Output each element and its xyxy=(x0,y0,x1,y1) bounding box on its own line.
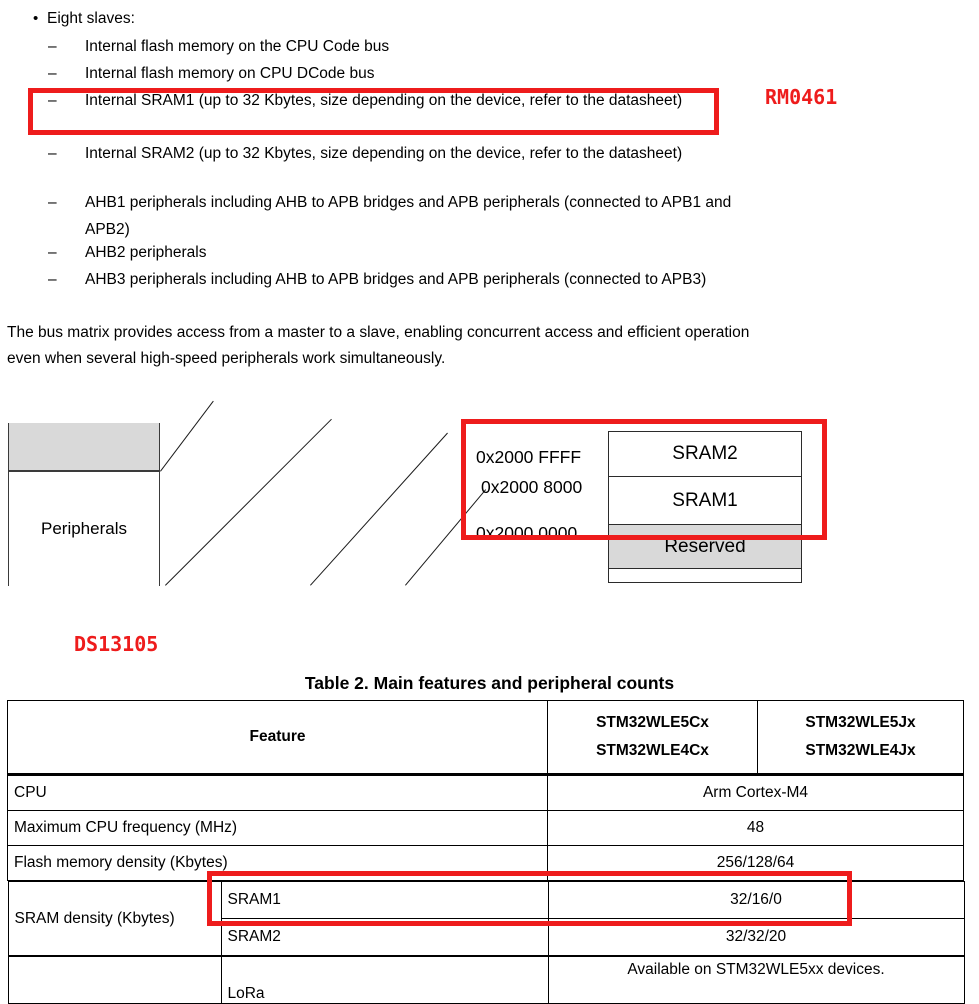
sram2-row-value: 32/32/20 xyxy=(548,919,964,956)
table-header-device-col1 xyxy=(548,701,758,775)
sram-nested-table xyxy=(8,881,965,956)
dash-icon: – xyxy=(48,145,57,162)
sub-bullet-label: AHB1 peripherals including AHB to APB bridges and APB peripherals (connected to APB1 and APB2) xyxy=(85,194,732,238)
table-row xyxy=(8,957,964,1004)
device-name-line2: STM32WLE4Jx xyxy=(805,742,916,759)
sub-bullet-flash-dcode-bus xyxy=(48,61,374,88)
table-row xyxy=(8,882,964,919)
connector-line-4 xyxy=(405,489,486,586)
connector-line-1 xyxy=(160,401,214,472)
memory-block-reserved xyxy=(608,525,802,569)
dash-icon: – xyxy=(48,65,57,82)
memory-block-label: SRAM1 xyxy=(672,489,738,511)
peripherals-label: Peripherals xyxy=(41,519,127,538)
address-label-20000000: 0x2000 0000 xyxy=(476,523,578,543)
device-name-line2: STM32WLE4Cx xyxy=(596,742,709,759)
memory-block-lower-partial xyxy=(608,569,802,583)
feature-name-max-frequency: Maximum CPU frequency (MHz) xyxy=(8,811,548,846)
main-features-table xyxy=(7,700,964,1004)
sub-bullet-label: Internal flash memory on the CPU Code bus xyxy=(85,38,390,55)
address-label-2000ffff: 0x2000 FFFF xyxy=(476,447,582,467)
bullet-item-label: Eight slaves: xyxy=(47,10,135,27)
sub-bullet-ahb2-peripherals xyxy=(48,240,206,267)
sub-bullet-ahb1-peripherals xyxy=(48,190,775,243)
memory-block-sram2 xyxy=(608,431,802,477)
feature-name-cpu: CPU xyxy=(8,775,548,811)
lora-nested-table xyxy=(8,956,965,1004)
peripherals-block xyxy=(8,471,160,586)
connector-line-3 xyxy=(310,433,448,586)
dash-icon: – xyxy=(48,271,57,288)
bullet-item-eight-slaves xyxy=(33,6,135,33)
feature-value-max-frequency: 48 xyxy=(548,811,964,846)
dash-icon: – xyxy=(48,244,57,261)
table-title: Table 2. Main features and peripheral counts xyxy=(304,673,675,693)
feature-value-cpu: Arm Cortex-M4 xyxy=(548,775,964,811)
lora-row-label: LoRa xyxy=(221,957,548,1004)
table-header-row xyxy=(8,701,964,775)
memory-block-sram1 xyxy=(608,477,802,525)
memory-block-label: Reserved xyxy=(664,535,746,557)
lora-row-value: Available on STM32WLE5xx devices. xyxy=(548,957,964,1004)
connector-line-2 xyxy=(165,419,332,586)
table-row xyxy=(8,846,964,881)
sub-bullet-label: Internal flash memory on CPU DCode bus xyxy=(85,65,375,82)
table-header-device-col2 xyxy=(758,701,964,775)
device-name-line1: STM32WLE5Cx xyxy=(596,714,709,731)
sram1-row-label: SRAM1 xyxy=(221,882,548,919)
table-header-feature: Feature xyxy=(8,701,548,775)
lora-group xyxy=(8,956,964,1004)
address-label-20008000: 0x2000 8000 xyxy=(481,477,583,497)
peripherals-upper-gray-block xyxy=(8,423,160,471)
bus-matrix-paragraph: The bus matrix provides access from a master to a slave, enabling concurrent access and efficient operation even when several high-speed peripherals work simultaneously. xyxy=(7,324,750,367)
dash-icon: – xyxy=(48,92,57,109)
annotation-label-rm0461: RM0461 xyxy=(765,85,838,109)
sub-bullet-internal-sram1 xyxy=(48,88,682,115)
sub-bullet-label: AHB3 peripherals including AHB to APB bridges and APB peripherals (connected to APB3) xyxy=(85,271,707,288)
table-row-sram-density xyxy=(8,881,964,957)
sram2-row-label: SRAM2 xyxy=(221,919,548,956)
sub-bullet-label: AHB2 peripherals xyxy=(85,244,207,261)
sub-bullet-label: Internal SRAM2 (up to 32 Kbytes, size depending on the device, refer to the datasheet) xyxy=(85,145,683,162)
table-row xyxy=(8,811,964,846)
bullet-point-icon: • xyxy=(33,10,39,27)
sram-density-group xyxy=(8,881,964,957)
feature-name-flash-density: Flash memory density (Kbytes) xyxy=(8,846,548,881)
lora-empty-left xyxy=(8,957,221,1004)
sram1-row-value: 32/16/0 xyxy=(548,882,964,919)
dash-icon: – xyxy=(48,38,57,55)
annotation-label-ds13105: DS13105 xyxy=(74,632,159,656)
device-name-line1: STM32WLE5Jx xyxy=(805,714,916,731)
memory-block-label: SRAM2 xyxy=(672,443,738,464)
sub-bullet-flash-code-bus xyxy=(48,34,389,61)
sub-bullet-internal-sram2 xyxy=(48,141,682,168)
feature-value-flash-density: 256/128/64 xyxy=(548,846,964,881)
table-row xyxy=(8,775,964,811)
memory-map-diagram xyxy=(0,415,979,585)
sub-bullet-label: Internal SRAM1 (up to 32 Kbytes, size depending on the device, refer to the datasheet) xyxy=(85,92,683,109)
feature-name-sram-density: SRAM density (Kbytes) xyxy=(8,882,221,956)
table-row-lora xyxy=(8,956,964,1004)
sub-bullet-ahb3-peripherals xyxy=(48,267,706,294)
dash-icon: – xyxy=(48,194,57,211)
